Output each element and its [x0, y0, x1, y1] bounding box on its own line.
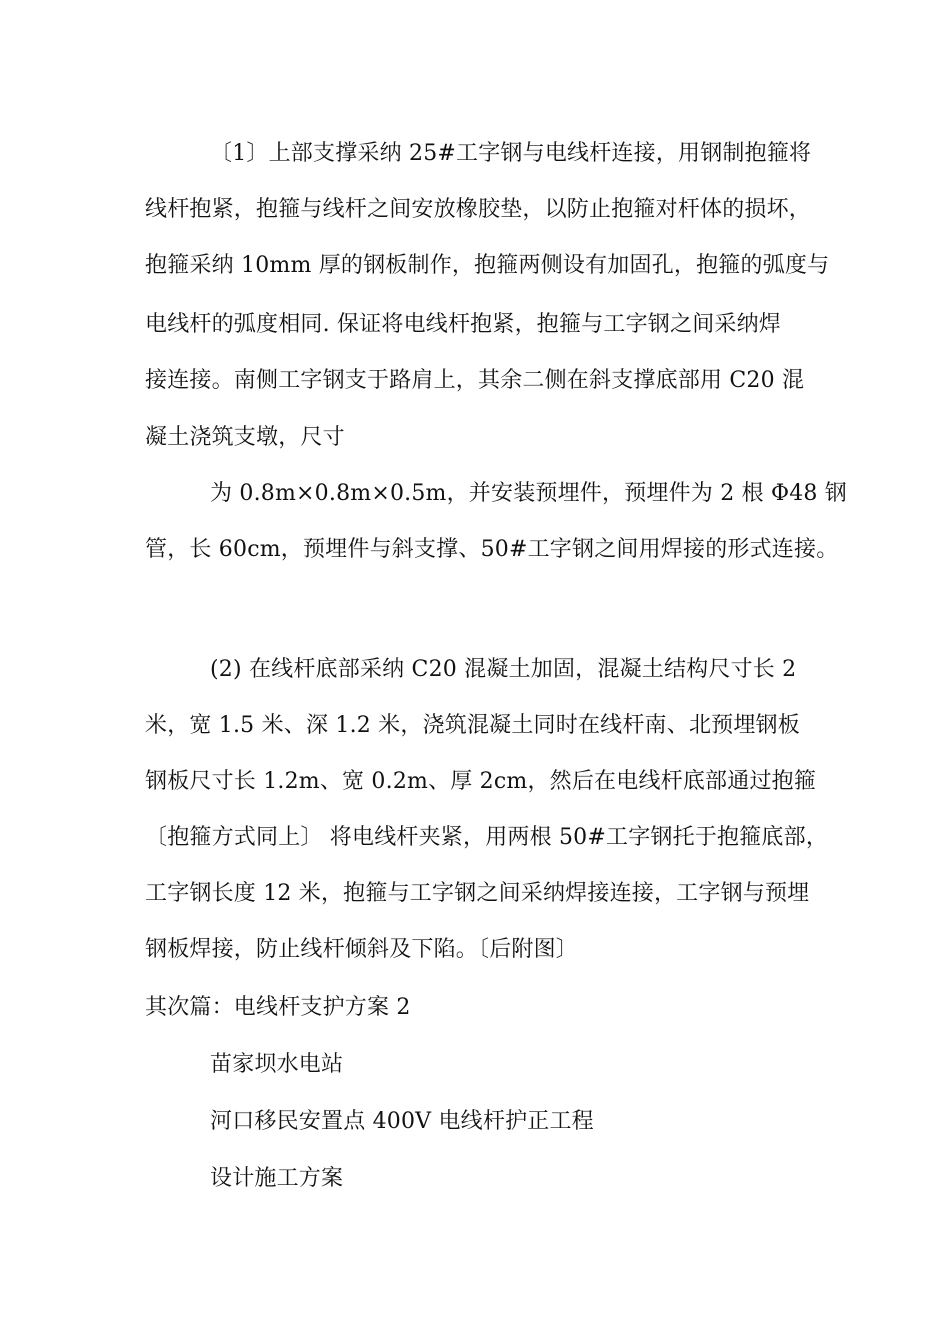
paragraph-3-line-6: 钢板焊接，防止线杆倾斜及下陷。〔后附图〕 [145, 937, 579, 962]
paragraph-3-line-4: 〔抱箍方式同上〕 将电线杆夹紧，用两根 50#工字钢托于抱箍底部， [145, 825, 829, 850]
paragraph-3-line-3: 钢板尺寸长 1.2m、宽 0.2m、厚 2cm，然后在电线杆底部通过抱箍 [145, 769, 817, 794]
paragraph-1-line-1: 〔1〕上部支撑采纳 25#工字钢与电线杆连接，用钢制抱箍将 [210, 141, 812, 166]
project-subtitle: 河口移民安置点 400V 电线杆护正工程 [210, 1109, 594, 1134]
paragraph-1-line-2: 线杆抱紧，抱箍与线杆之间安放橡胶垫，以防止抱箍对杆体的损坏， [145, 197, 812, 222]
section-heading: 其次篇：电线杆支护方案 2 [145, 995, 411, 1020]
paragraph-3-line-1: (2) 在线杆底部采纳 C20 混凝土加固，混凝土结构尺寸长 2 [210, 657, 797, 682]
paragraph-2-line-1: 为 0.8m×0.8m×0.5m，并安装预埋件，预埋件为 2 根 Φ48 钢 [210, 481, 848, 506]
project-name: 苗家坝水电站 [210, 1052, 344, 1077]
paragraph-3-line-2: 米，宽 1.5 米、深 1.2 米，浇筑混凝土同时在线杆南、北预埋钢板 [145, 713, 800, 738]
paragraph-2-line-2: 管，长 60cm，预埋件与斜支撑、50#工字钢之间用焊接的形式连接。 [145, 537, 839, 562]
paragraph-1-line-5: 接连接。南侧工字钢支于路肩上，其余二侧在斜支撑底部用 C20 混 [145, 368, 805, 393]
paragraph-1-line-3: 抱箍采纳 10mm 厚的钢板制作，抱箍两侧设有加固孔，抱箍的弧度与 [145, 253, 830, 278]
paragraph-1-line-6: 凝土浇筑支墩，尺寸 [145, 425, 345, 450]
project-doc-type: 设计施工方案 [210, 1166, 344, 1191]
paragraph-3-line-5: 工字钢长度 12 米，抱箍与工字钢之间采纳焊接连接，工字钢与预埋 [145, 881, 810, 906]
paragraph-1-line-4: 电线杆的弧度相同. 保证将电线杆抱紧，抱箍与工字钢之间采纳焊 [145, 312, 781, 337]
